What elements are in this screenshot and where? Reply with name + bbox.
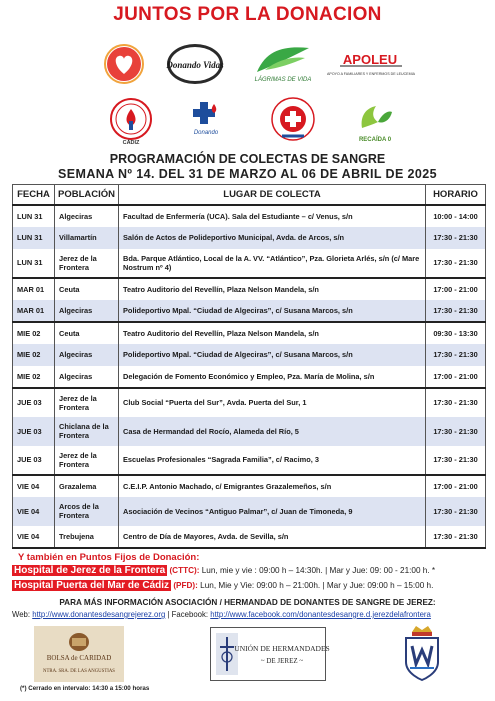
cell-lugar: Teatro Auditorio del Revellín, Plaza Nelson Mandela, s/n [119,278,426,300]
cell-poblacion: Chiclana de la Frontera [55,417,119,446]
cell-poblacion: Villamartín [55,227,119,249]
table-row [13,249,486,278]
cell-horario: 17:00 - 21:00 [426,366,486,388]
cell-horario: 17:30 - 21:30 [426,446,486,475]
facebook-label: | Facebook: [167,610,209,619]
logo-recaida [352,100,398,144]
cell-poblacion: Ceuta [55,322,119,344]
cell-horario: 17:30 - 21:30 [426,227,486,249]
cell-lugar: Club Social “Puerta del Sur”, Avda. Puerta del Sur, 1 [119,388,426,417]
footnote: (*) Cerrado en intervalo: 14:30 a 15:00 horas [20,685,150,692]
table-row [13,344,486,366]
web-link[interactable]: http://www.donantesdesangrejerez.org [32,610,166,619]
page-title: JUNTOS POR LA DONACION [113,4,382,25]
cell-poblacion: Trebujena [55,526,119,548]
table-row [13,227,486,249]
cell-poblacion: Algeciras [55,344,119,366]
fijo-cadiz [12,580,433,591]
cell-lugar: Teatro Auditorio del Revellín, Plaza Nelson Mandela, s/n [119,322,426,344]
table-row [13,526,486,548]
logo-coat-of-arms [400,624,444,684]
table-row [13,366,486,388]
cell-lugar: C.E.I.P. Antonio Machado, c/ Emigrantes Grazalemeños, s/n [119,475,426,497]
cell-fecha: JUE 03 [13,388,55,417]
table-row [13,300,486,322]
lagrimas-text: LÁGRIMAS DE VIDA [254,77,312,83]
cell-horario: 17:30 - 21:30 [426,300,486,322]
logo-bolsa-caridad [34,626,124,682]
cell-lugar: Escuelas Profesionales “Sagrada Familia”, c/ Racimo, 3 [119,446,426,475]
cell-horario: 17:30 - 21:30 [426,526,486,548]
cell-lugar: Casa de Hermandad del Rocío, Alameda del Río, 5 [119,417,426,446]
table-row [13,475,486,497]
hospital-jerez-label: Hospital de Jerez de la Frontera [14,565,166,576]
logo-donando-vidas [165,42,225,86]
union-text: UNIÓN DE HERMANDADES [234,644,330,653]
cell-fecha: JUE 03 [13,417,55,446]
logo-lagrimas-de-vida [247,44,319,84]
cell-poblacion: Algeciras [55,205,119,227]
union-subtext: ~ DE JEREZ ~ [260,657,304,665]
web-label: Web: [12,610,31,619]
table-row [13,417,486,446]
cell-fecha: LUN 31 [13,205,55,227]
logo-asociacion-donantes [178,96,234,146]
cell-horario: 10:00 - 14:00 [426,205,486,227]
puntos-fijos-title: Y también en Puntos Fijos de Donación: [18,552,200,563]
cell-poblacion: Grazalema [55,475,119,497]
table-row [13,278,486,300]
cell-fecha: MIE 02 [13,366,55,388]
header-fecha: FECHA [13,185,55,205]
table-row [13,388,486,417]
logo-union-hermandades [210,627,330,681]
cell-poblacion: Jerez de la Frontera [55,446,119,475]
info-title: PARA MÁS INFORMACIÓN ASOCIACIÓN / HERMANDAD DE DONANTES DE SANGRE DE JEREZ: [59,598,436,607]
cell-horario: 17:30 - 21:30 [426,388,486,417]
cell-horario: 09:30 - 13:30 [426,322,486,344]
cell-lugar: Polideportivo Mpal. “Ciudad de Algeciras”, c/ Susana Marcos, s/n [119,300,426,322]
cell-lugar: Salón de Actos de Polideportivo Municipal, Avda. de Arcos, s/n [119,227,426,249]
cell-fecha: VIE 04 [13,526,55,548]
cell-lugar: Delegación de Fomento Económico y Empleo, Pza. María de Molina, s/n [119,366,426,388]
programacion-heading: PROGRAMACIÓN DE COLECTAS DE SANGRE [109,152,386,166]
table-header-row [13,185,486,205]
logo-red-heart [102,44,146,84]
cell-poblacion: Algeciras [55,300,119,322]
table-row [13,205,486,227]
info-links [12,610,431,619]
cell-lugar: Asociación de Vecinos “Antiguo Palmar”, c/ Juan de Timoneda, 9 [119,497,426,526]
donando-vidas-text: Donando Vidas [166,60,224,70]
semana-heading: SEMANA Nº 14. DEL 31 DE MARZO AL 06 DE ABRIL DE 2025 [58,167,437,181]
cell-horario: 17:30 - 21:30 [426,344,486,366]
cell-horario: 17:30 - 21:30 [426,249,486,278]
cell-lugar: Centro de Día de Mayores, Avda. de Sevilla, s/n [119,526,426,548]
logo-apoleu [327,46,415,84]
apoleu-text: APOLEU [342,52,398,67]
schedule-table [12,184,486,549]
cell-fecha: MAR 01 [13,278,55,300]
cell-poblacion: Arcos de la Frontera [55,497,119,526]
recaida-text: RECAÍDA 0 [358,137,392,143]
cell-poblacion: Jerez de la Frontera [55,249,119,278]
cell-horario: 17:00 - 21:00 [426,278,486,300]
logo-hermandad-cadiz [108,97,154,145]
facebook-link[interactable]: http://www.facebook.com/donantesdesangre.d.jerezdelafrontera [210,610,431,619]
asociacion-text: Donando [193,130,219,136]
bolsa-subtext: NTRA. SRA. DE LAS ANGUSTIAS [43,669,115,674]
cell-poblacion: Jerez de la Frontera [55,388,119,417]
hospital-jerez-hours: Lun, mie y vie : 09:00 h – 14:30h. | Mar y Jue: 09: 00 - 21:00 h. * [201,566,436,575]
hospital-jerez-code: (CTTC): [169,566,200,575]
hospital-cadiz-hours: Lun, Mie y Vie: 09:00 h – 21:00h. | Mar y Jue: 09:00 h – 15:00 h. [200,581,434,590]
hospital-cadiz-label: Hospital Puerta del Mar de Cádiz [14,580,170,591]
hospital-cadiz-code: (PFD): [173,581,198,590]
cell-fecha: MIE 02 [13,344,55,366]
cell-fecha: JUE 03 [13,446,55,475]
apoleu-subtext: APOYO A FAMILIARES Y ENFERMOS DE LEUCEMIA [327,72,415,76]
cell-horario: 17:30 - 21:30 [426,417,486,446]
cell-poblacion: Ceuta [55,278,119,300]
header-horario: HORARIO [426,185,486,205]
cell-horario: 17:30 - 21:30 [426,497,486,526]
cell-fecha: VIE 04 [13,497,55,526]
cadiz-text: CÁDIZ [122,140,140,146]
cell-fecha: VIE 04 [13,475,55,497]
table-row [13,497,486,526]
fijo-jerez [12,565,435,576]
logo-hermandad-cross [270,96,316,144]
bolsa-text: BOLSA de CARIDAD [46,654,112,662]
cell-fecha: LUN 31 [13,249,55,278]
cell-lugar: Bda. Parque Atlántico, Local de la A. VV. “Atlántico”, Pza. Glorieta Arlés, s/n (c/ Mare Nostrum nº 4) [119,249,426,278]
header-poblacion: POBLACIÓN [55,185,119,205]
table-row [13,446,486,475]
table-row [13,322,486,344]
cell-fecha: LUN 31 [13,227,55,249]
cell-fecha: MIE 02 [13,322,55,344]
cell-horario: 17:00 - 21:00 [426,475,486,497]
cell-lugar: Polideportivo Mpal. “Ciudad de Algeciras”, c/ Susana Marcos, s/n [119,344,426,366]
cell-lugar: Facultad de Enfermería (UCA). Sala del Estudiante – c/ Venus, s/n [119,205,426,227]
cell-fecha: MAR 01 [13,300,55,322]
cell-poblacion: Algeciras [55,366,119,388]
header-lugar: LUGAR DE COLECTA [119,185,426,205]
